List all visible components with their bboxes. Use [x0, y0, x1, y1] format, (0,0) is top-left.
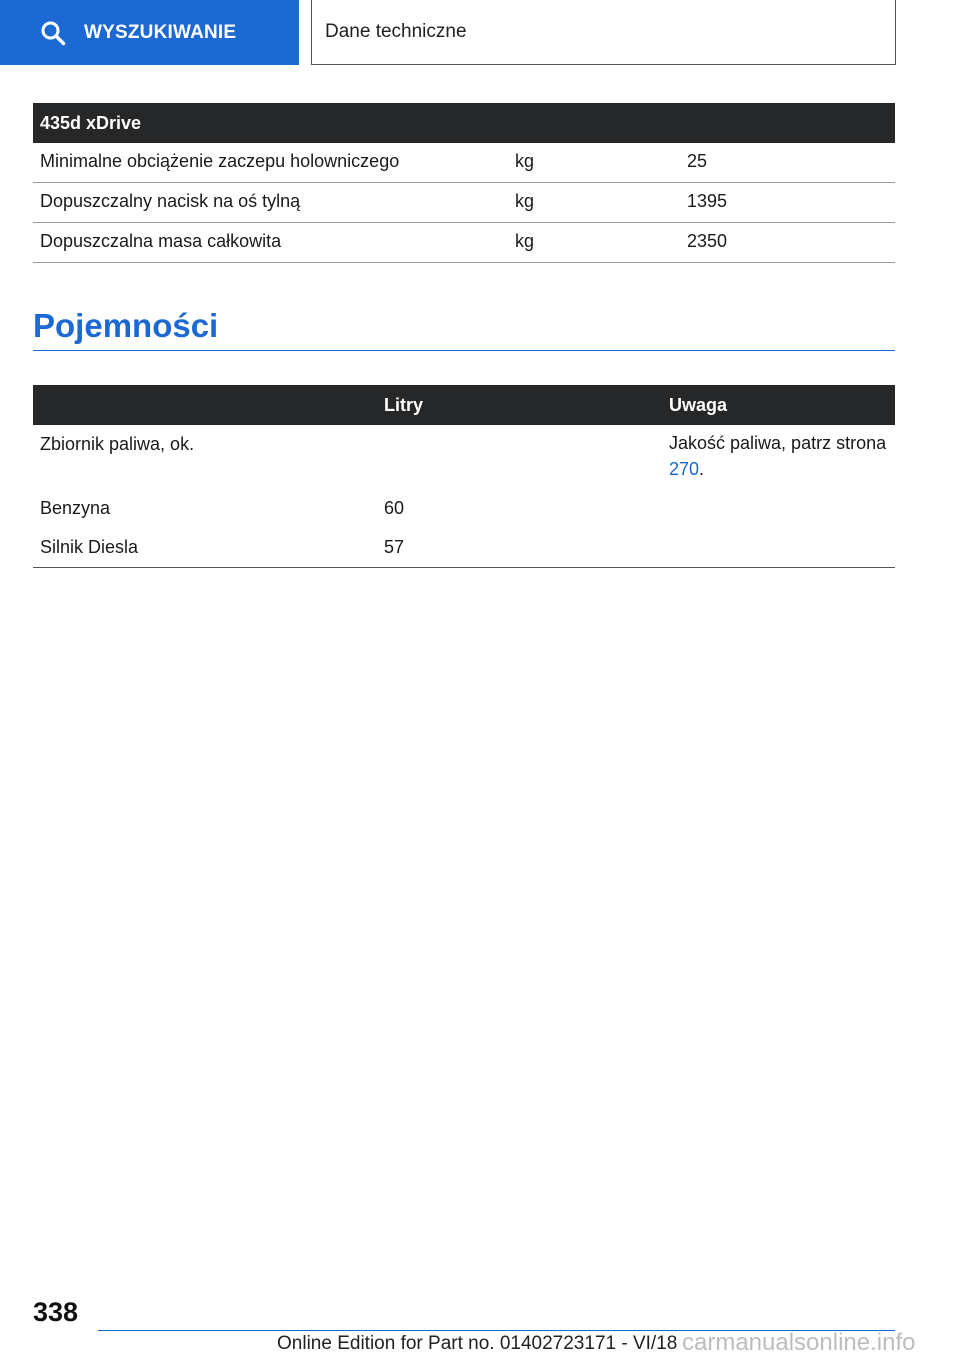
row-note	[662, 489, 895, 528]
row-value: 25	[680, 143, 895, 183]
row-note	[662, 425, 895, 489]
row-note	[662, 528, 895, 568]
row-unit: kg	[508, 223, 680, 263]
note-text: Jakość paliwa, patrz strona	[669, 433, 887, 453]
row-label: Zbiornik paliwa, ok.	[40, 434, 195, 454]
row-unit: kg	[508, 183, 680, 223]
row-value	[377, 425, 662, 489]
capacities-table	[33, 385, 895, 568]
table-row	[33, 489, 895, 528]
row-label: Minimalne obciążenie zaczepu holowniczego	[33, 143, 508, 183]
section-heading: Pojemności	[33, 307, 895, 351]
row-unit: kg	[508, 143, 680, 183]
page-link[interactable]: 270	[669, 459, 700, 479]
table-row	[33, 425, 895, 489]
row-value: 57	[377, 528, 662, 568]
table-header-row	[33, 103, 895, 143]
model-header: 435d xDrive	[33, 103, 895, 143]
row-label: Silnik Diesla	[33, 528, 377, 568]
table-row	[33, 223, 895, 263]
section-title: Dane techniczne	[325, 21, 467, 42]
table-row	[33, 528, 895, 568]
header-litry: Litry	[377, 385, 662, 425]
specs-table	[33, 103, 895, 263]
row-value: 1395	[680, 183, 895, 223]
page-number: 338	[33, 1297, 79, 1327]
header-empty	[33, 385, 377, 425]
table-header-row	[33, 385, 895, 425]
table-row	[33, 143, 895, 183]
footer-edition: Online Edition for Part no. 01402723171 - VI/18	[277, 1333, 678, 1354]
section-tab[interactable]	[311, 0, 896, 65]
row-label: Dopuszczalna masa całkowita	[33, 223, 508, 263]
note-suffix: .	[699, 459, 705, 479]
row-label: Dopuszczalny nacisk na oś tylną	[33, 183, 508, 223]
row-value: 60	[384, 498, 405, 518]
row-value: 2350	[680, 223, 895, 263]
table-row	[33, 183, 895, 223]
watermark: carmanualsonline.info	[682, 1329, 916, 1356]
header-uwaga: Uwaga	[662, 385, 895, 425]
search-label: WYSZUKIWANIE	[84, 21, 237, 43]
search-icon	[40, 20, 66, 46]
row-label: Benzyna	[40, 498, 111, 518]
search-button[interactable]	[0, 0, 299, 65]
